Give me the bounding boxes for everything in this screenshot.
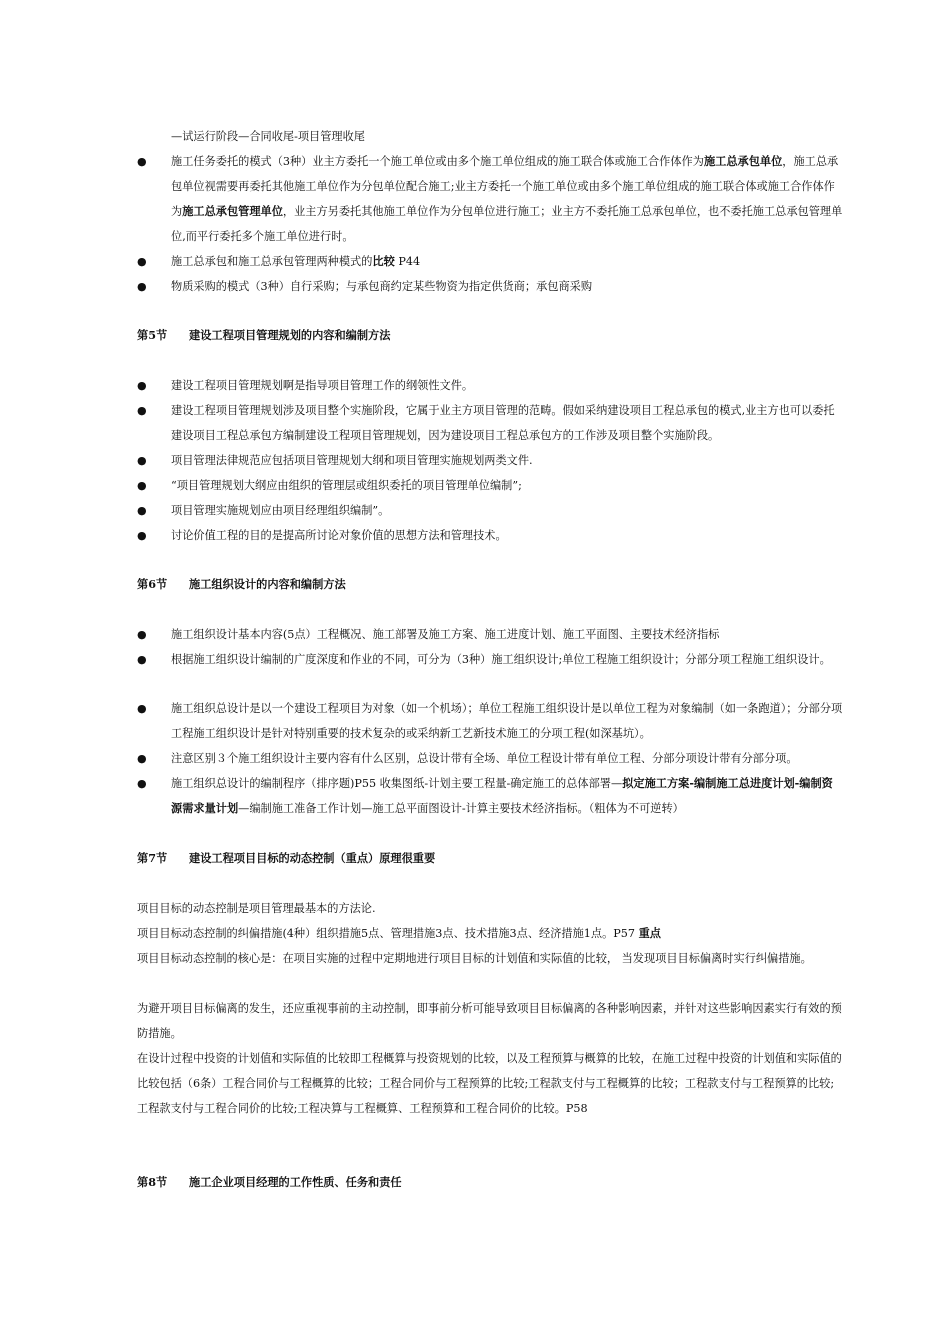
- paragraph: 项目目标的动态控制是项目管理最基本的方法论.: [137, 902, 376, 915]
- list-item: ● 项目管理法律规范应包括项目管理规划大纲和项目管理实施规划两类文件.: [137, 448, 843, 473]
- list-item: ● 施工总承包和施工总承包管理两种模式的比较 P44: [137, 249, 843, 274]
- bullet-icon: ●: [137, 702, 147, 715]
- bullet-icon: ●: [137, 454, 147, 467]
- paragraph: 在设计过程中投资的计划值和实际值的比较即工程概算与投资规划的比较，以及工程预算与概算的比较，在施工过程中投资的计划值和实际值的比较包括（6条）工程合同价与工程概算的比较；工程合同价与工程预算的比较;工程款支付与工程概算的比较；工程款支付与工程预算的比较;工程款支付与工程合同价的比较;工程决算与工程概算、工程预算和工程合同价的比较。P58: [137, 1052, 842, 1115]
- bullet-icon: ●: [137, 653, 147, 666]
- list-item: ● 施工组织设计基本内容(5点）工程概况、施工部署及施工方案、施工进度计划、施工平面图、主要技术经济指标: [137, 622, 843, 647]
- list-item: ● 施工任务委托的模式（3种）业主方委托一个施工单位或由多个施工单位组成的施工联合体或施工合作体作为施工总承包单位，施工总承包单位视需要再委托其他施工单位作为分包单位配合施工;业主方委托一个施工单位或由多个施工单位组成的施工联合体或施工合作体作为施工总承包管理单位，业主方另委托其他施工单位作为分包单位进行施工；业主方不委托施工总承包单位，也不委托施工总承包管理单位,而平行委托多个施工单位进行时。: [137, 149, 843, 249]
- bullet-icon: ●: [137, 628, 147, 641]
- paragraph: 项目目标动态控制的纠偏措施(4种）组织措施5点、管理措施3点、技术措施3点、经济措施1点。P57 重点: [137, 926, 661, 940]
- section-heading: 第6节 施工组织设计的内容和编制方法: [137, 577, 346, 591]
- bullet-icon: ●: [137, 777, 147, 790]
- list-item: ● 物质采购的模式（3种）自行采购；与承包商约定某些物资为指定供货商；承包商采购: [137, 274, 843, 299]
- bullet-icon: ●: [137, 255, 147, 268]
- list-item: ● 项目管理实施规划应由项目经理组织编制”。: [137, 498, 843, 523]
- paragraph: 项目目标动态控制的核心是：在项目实施的过程中定期地进行项目目标的计划值和实际值的比较， 当发现项目目标偏离时实行纠偏措施。: [137, 952, 812, 965]
- paragraph: 为避开项目目标偏离的发生，还应重视事前的主动控制，即事前分析可能导致项目目标偏离的各种影响因素，并针对这些影响因素实行有效的预防措施。: [137, 1002, 842, 1040]
- section-heading: 第5节 建设工程项目管理规划的内容和编制方法: [137, 328, 391, 342]
- list-item: ● 根据施工组织设计编制的广度深度和作业的不同，可分为（3种）施工组织设计;单位工程施工组织设计；分部分项工程施工组织设计。: [137, 647, 843, 672]
- list-item: ● 建设工程项目管理规划啊是指导项目管理工作的纲领性文件。: [137, 373, 843, 398]
- bullet-icon: ●: [137, 404, 147, 417]
- bullet-icon: ●: [137, 504, 147, 517]
- list-item: ● 施工组织总设计是以一个建设工程项目为对象（如一个机场）；单位工程施工组织设计是以单位工程为对象编制（如一条跑道）；分部分项工程施工组织设计是针对特别重要的技术复杂的或采纳新工艺新技术施工的分项工程(如深基坑）。: [137, 696, 843, 746]
- list-item: ● 施工组织总设计的编制程序（排序题)P55 收集图纸-计划主要工程量-确定施工的总体部署—拟定施工方案-编制施工总进度计划-编制资源需求量计划—编制施工准备工作计划—施工总平面图设计-计算主要技术经济指标。（粗体为不可逆转）: [137, 771, 843, 821]
- bullet-icon: ●: [137, 280, 147, 293]
- bullet-icon: ●: [137, 752, 147, 765]
- bullet-icon: ●: [137, 379, 147, 392]
- section-heading: 第7节 建设工程项目目标的动态控制（重点）原理很重要: [137, 851, 436, 865]
- bullet-icon: ●: [137, 529, 147, 542]
- list-item: ● 注意区别３个施工组织设计主要内容有什么区别，总设计带有全场、单位工程设计带有单位工程、分部分项设计带有分部分项。: [137, 746, 843, 771]
- section-heading: 第8节 施工企业项目经理的工作性质、任务和责任: [137, 1175, 402, 1189]
- bullet-icon: ●: [137, 479, 147, 492]
- list-item: ● 讨论价值工程的目的是提高所讨论对象价值的思想方法和管理技术。: [137, 523, 843, 548]
- bullet-icon: ●: [137, 155, 147, 168]
- list-item: ● “项目管理规划大纲应由组织的管理层或组织委托的项目管理单位编制”;: [137, 473, 843, 498]
- intro-line: —试运行阶段—合同收尾-项目管理收尾: [171, 130, 365, 143]
- list-item: ● 建设工程项目管理规划涉及项目整个实施阶段，它属于业主方项目管理的范畴。假如采纳建设项目工程总承包的模式,业主方也可以委托建设项目工程总承包方编制建设工程项目管理规划，因为建设项目工程总承包方的工作涉及项目整个实施阶段。: [137, 398, 843, 448]
